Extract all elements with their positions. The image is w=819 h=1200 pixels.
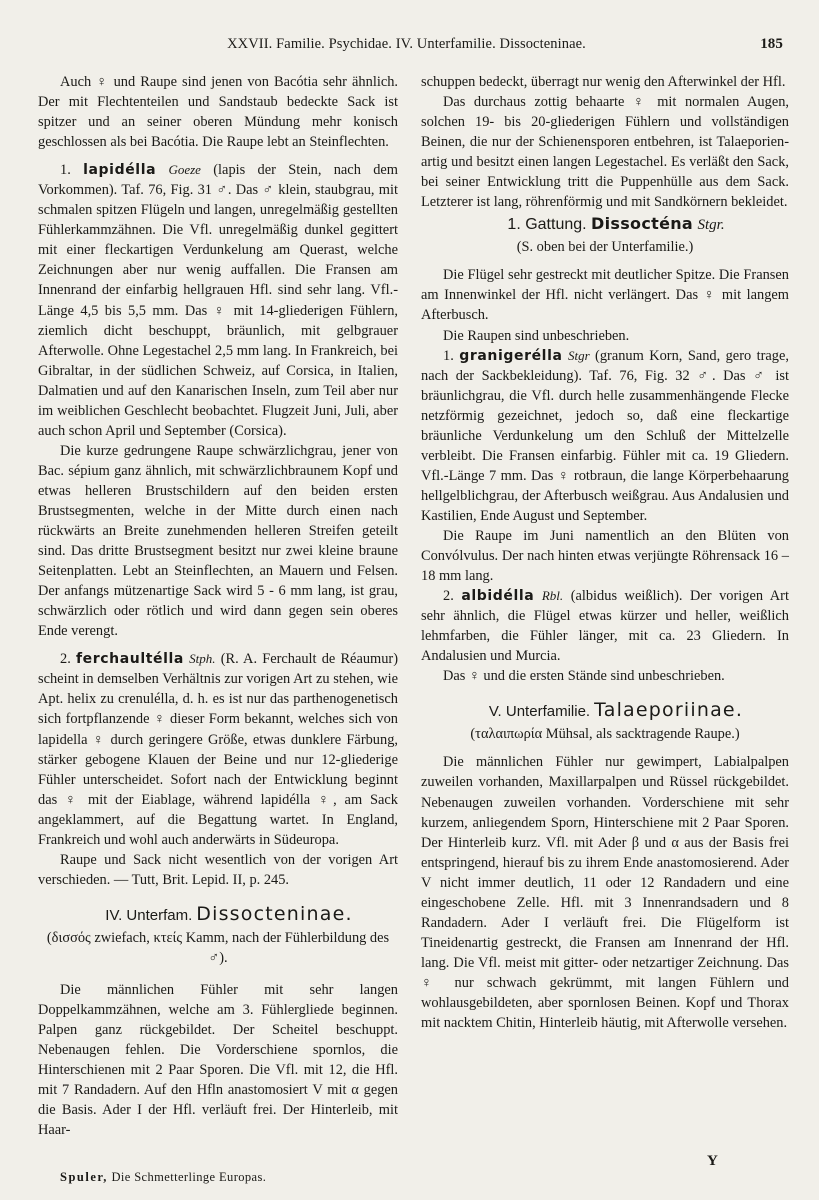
- genus-heading-dissoctena: [421, 212, 789, 237]
- subfamily-etymology: (δισσός zwiefach, κτείς Kamm, nach der Fühlerbildung des ♂).: [46, 929, 390, 966]
- right-column: [421, 72, 789, 1033]
- species-number: 2.: [443, 588, 454, 605]
- species-number: 1.: [443, 347, 454, 364]
- signature-mark: Y: [707, 1153, 718, 1169]
- subfamily-heading-talaeporiinae: [421, 698, 789, 724]
- genus-name: Dissocténa: [591, 214, 694, 234]
- footer-author: Spuler,: [60, 1170, 108, 1184]
- species-author: Goeze: [168, 162, 201, 178]
- genus-prefix: 1. Gattung.: [507, 216, 587, 234]
- footer-imprint: [60, 1170, 266, 1185]
- species-name: lapidélla: [83, 162, 157, 179]
- subfamily-prefix: V. Unterfamilie.: [488, 703, 591, 721]
- page-number: 185: [760, 36, 783, 52]
- species-number: 1.: [60, 162, 71, 179]
- species-entry-granigerella: [421, 346, 789, 526]
- paragraph-talaeporiinae-description: Die männlichen Fühler nur gewimpert, Labialpalpen zuweilen vorhanden, Maxillarpalpen und Rüssel rückgebildet. Nebenaugen zuweilen vorhanden. Vorderschiene mit sehr kurzem, anliegendem Sporn, Hinterschiene mit 2 Paar Sporen. Der Hinterleib kurz. Vfl. mit Ader β und α aus der Basis frei entspringend, hierauf bis zu ihrem Ende anastomosierend. Ader V nicht immer deutlich, 11 oder 12 Randadern und eine eingeschobene Zelle. Hfl. mit 3 Innenrandsadern und 8 Randadern. Ader I verläuft frei. Die Flügelform ist Tineidenartig gestreckt, die Fransen am Innenrand der Hfl. lang. Die Vfl. meist mit gitter- oder netzartiger Zeichnung. Das ♀ nur schwach gekrümmt, mit langen Fühlern und wohlausgebildeten, aber spornlosen Beinen. Kopf und Thorax mit nacktem Chitin, Hinterleib häutig, mit Afterwolle versehen.: [421, 754, 789, 1032]
- species-name: albidélla: [461, 588, 535, 605]
- species-author: Rbl.: [541, 588, 564, 604]
- paragraph-larva: Die kurze gedrungene Raupe schwärzlichgrau, jener von Bac. sépium ganz ähnlich, mit schwärzlichbraunem Kopf und etwas helleren Brustschildern auf den beiden ersten Brustsegmenten, welche in der Mitte durch einen nach rückwärts an Breite zunehmenden helleren Streifen geteilt sind. Das dritte Brustsegment besitzt nur zwei kleine braune Seitenplatten. Lebt an Steinflechten, an Mauern und Felsen. Der anfangs mützenartige Sack wird 5 - 6 mm lang, ist grau, schwärzlich oder rötlich und wird dann gegen sein oberes Ende verengt.: [38, 442, 398, 640]
- species-author: Stph.: [189, 651, 216, 667]
- species-entry-lapidella: [38, 160, 398, 441]
- subfamily-name: Dissocteninae.: [196, 902, 353, 925]
- paragraph-larvae-note: Die Raupen sind unbeschrieben.: [443, 327, 630, 344]
- species-name: ferchaultélla: [75, 651, 184, 668]
- subfamily-prefix: IV. Unterfam.: [105, 906, 193, 924]
- genus-note: (S. oben bei der Unterfamilie.): [516, 239, 694, 256]
- subfamily-etymology: (ταλαιπωρία Mühsal, als sacktragende Raupe.): [470, 726, 740, 743]
- species-description: (granum Korn, Sand, gero trage, nach der Sackbekleidung). Taf. 76, Fig. 32 ♂. Das ♂ ist bräunlichgrau, die Vfl. durch helle zusammenhängende Flecke netzförmig gezeichnet, jedoch so, daß eine fleckartige bräunliche Verdunkelung um den Schluß der Mittelzelle verbleibt. Die Fransen einfarbig. Fühler mit ca. 19 Gliedern. Vfl.-Länge 7 mm. Das ♀ rotbraun, die lange Körperbehaarung hellgelblichgrau, der Afterbusch weißgrau. Aus Andalusien und Kastilien, Ende August und September.: [421, 347, 789, 524]
- left-column: [38, 72, 398, 1140]
- species-entry-ferchaultella: [38, 649, 398, 849]
- species-name: granigerélla: [459, 347, 563, 364]
- species-description: (lapis der Stein, nach dem Vorkommen). Taf. 76, Fig. 31 ♂. Das ♂ klein, staubgrau, mit schmalen spitzen Flügeln und langen, unregelmäßig gestellten Fühlerkammzähnen. Die Vfl. unregelmäßig dunkel gegittert mit einer fleckartigen Verdunkelung am Querast, welche Zeichnungen aber nur wenig auffallen. Die Fransen am Innenrand der einfarbig hellgrauen Hfl. sind sehr lang. Vfl.-Länge 4,5 bis 5,5 mm. Das ♀ mit 14-gliederigen Fühlern, ziemlich dicht beschuppt, bräunlich, mit gelbgrauer Afterwolle. Ohne Legestachel 2,5 mm lang. In Frankreich, bei Gibraltar, in der südlichen Schweiz, auf Corsica, in Italien, Dalmatien und auf den Kanarischen Inseln, zum Teil aber nur im weiblichen Geschlecht beobachtet. Flugzeit Juni, Juli, aber auch schon April und September (Corsica).: [38, 162, 398, 439]
- paragraph-subfamily-description: Die männlichen Fühler mit sehr langen Doppelkammzähnen, welche am 3. Fühlergliede beginnen. Palpen ganz rückgebildet. Der Scheitel beschuppt. Nebenaugen fehlen. Die Vorderschiene spornlos, die Hinterschienen mit 2 Paar Sporen. Die Vfl. mit 12, die Hfl. mit 7 Randadern. Auf den Hfln anastomosiert V mit α gegen die Basis. Ader I der Hfl. verläuft frei. Der Hinterleib, mit Haar-: [38, 981, 398, 1139]
- subfamily-heading-dissocteninae: [38, 902, 398, 928]
- paragraph-albidella-female: Das ♀ und die ersten Stände sind unbeschrieben.: [443, 668, 725, 685]
- genus-author: Stgr.: [697, 217, 725, 234]
- paragraph-reference: Raupe und Sack nicht wesentlich von der vorigen Art verschieden. — Tutt, Brit. Lepid. II, p. 245.: [38, 851, 398, 888]
- species-description: (R. A. Ferchault de Réaumur) scheint in demselben Verhältnis zur vorigen Art zu stehen, wie Apt. helix zu crenulélla, d. h. es ist nur das parthenogenetisch sich fortpflanzende ♀ dieser Form bekannt, welches sich von lapidella ♀ durch geringere Größe, etwas dunklere Färbung, stärker gebogene Klauen der Beine und nur 12-gliederige Fühler unterscheidet. Sofort nach der Entwicklung beginnt das ♀ mit der Eiablage, während lapidélla ♀, am Sack angeklammert, auf die Begattung wartet. In England, Frankreich und wohl auch anderwärts in Südeuropa.: [38, 651, 398, 848]
- species-author: Stgr: [567, 347, 590, 363]
- species-number: 2.: [60, 651, 71, 668]
- paragraph-granigerella-larva: Die Raupe im Juni namentlich an den Blüten von Convólvulus. Der nach hinten etwas verjüngte Röhrensack 16 –18 mm lang.: [421, 527, 789, 585]
- species-description: (albidus weißlich). Der vorigen Art sehr ähnlich, die Flügel etwas kürzer und heller, weißlich lehmfarben, die Fühler länger, mit ca. 23 Gliedern. In Andalusien und Murcia.: [421, 588, 789, 665]
- subfamily-name: Talaeporiinae.: [594, 699, 744, 722]
- species-entry-albidella: [421, 586, 789, 666]
- paragraph-genus-description: Die Flügel sehr gestreckt mit deutlicher Spitze. Die Fransen am Innenwinkel der Hfl. nicht verlängert. Das ♀ mit langem Afterbusch.: [421, 267, 789, 324]
- paragraph-continuation: schuppen bedeckt, überragt nur wenig den Afterwinkel der Hfl.: [421, 74, 786, 90]
- running-header: [30, 36, 783, 53]
- footer-title: Die Schmetterlinge Europas.: [111, 1170, 267, 1184]
- paragraph-intro: Auch ♀ und Raupe sind jenen von Bacótia sehr ähnlich. Der mit Flechtenteilen und Sandstaub bedeckte Sack ist spitzer und an seiner oberen Mündung mehr konisch geschlossen als bei Bacótia. Die Raupe lebt an Steinflechten.: [38, 74, 398, 151]
- paragraph-female: Das durchaus zottig behaarte ♀ mit normalen Augen, solchen 19- bis 20-gliederigen Fühlern und vollständigen Beinen, die nur der Schienensporen entbehren, ist Talaeporien-artig und besitzt einen langen Legestachel. Es verläßt den Sack, bei seiner Entwicklung tritt die Puppenhülle aus dem Sack. Letzterer ist lang, röhrenförmig und mit Sandkörnern bekleidet.: [421, 94, 789, 211]
- running-title: XXVII. Familie. Psychidae. IV. Unterfamilie. Dissocteninae.: [227, 36, 586, 52]
